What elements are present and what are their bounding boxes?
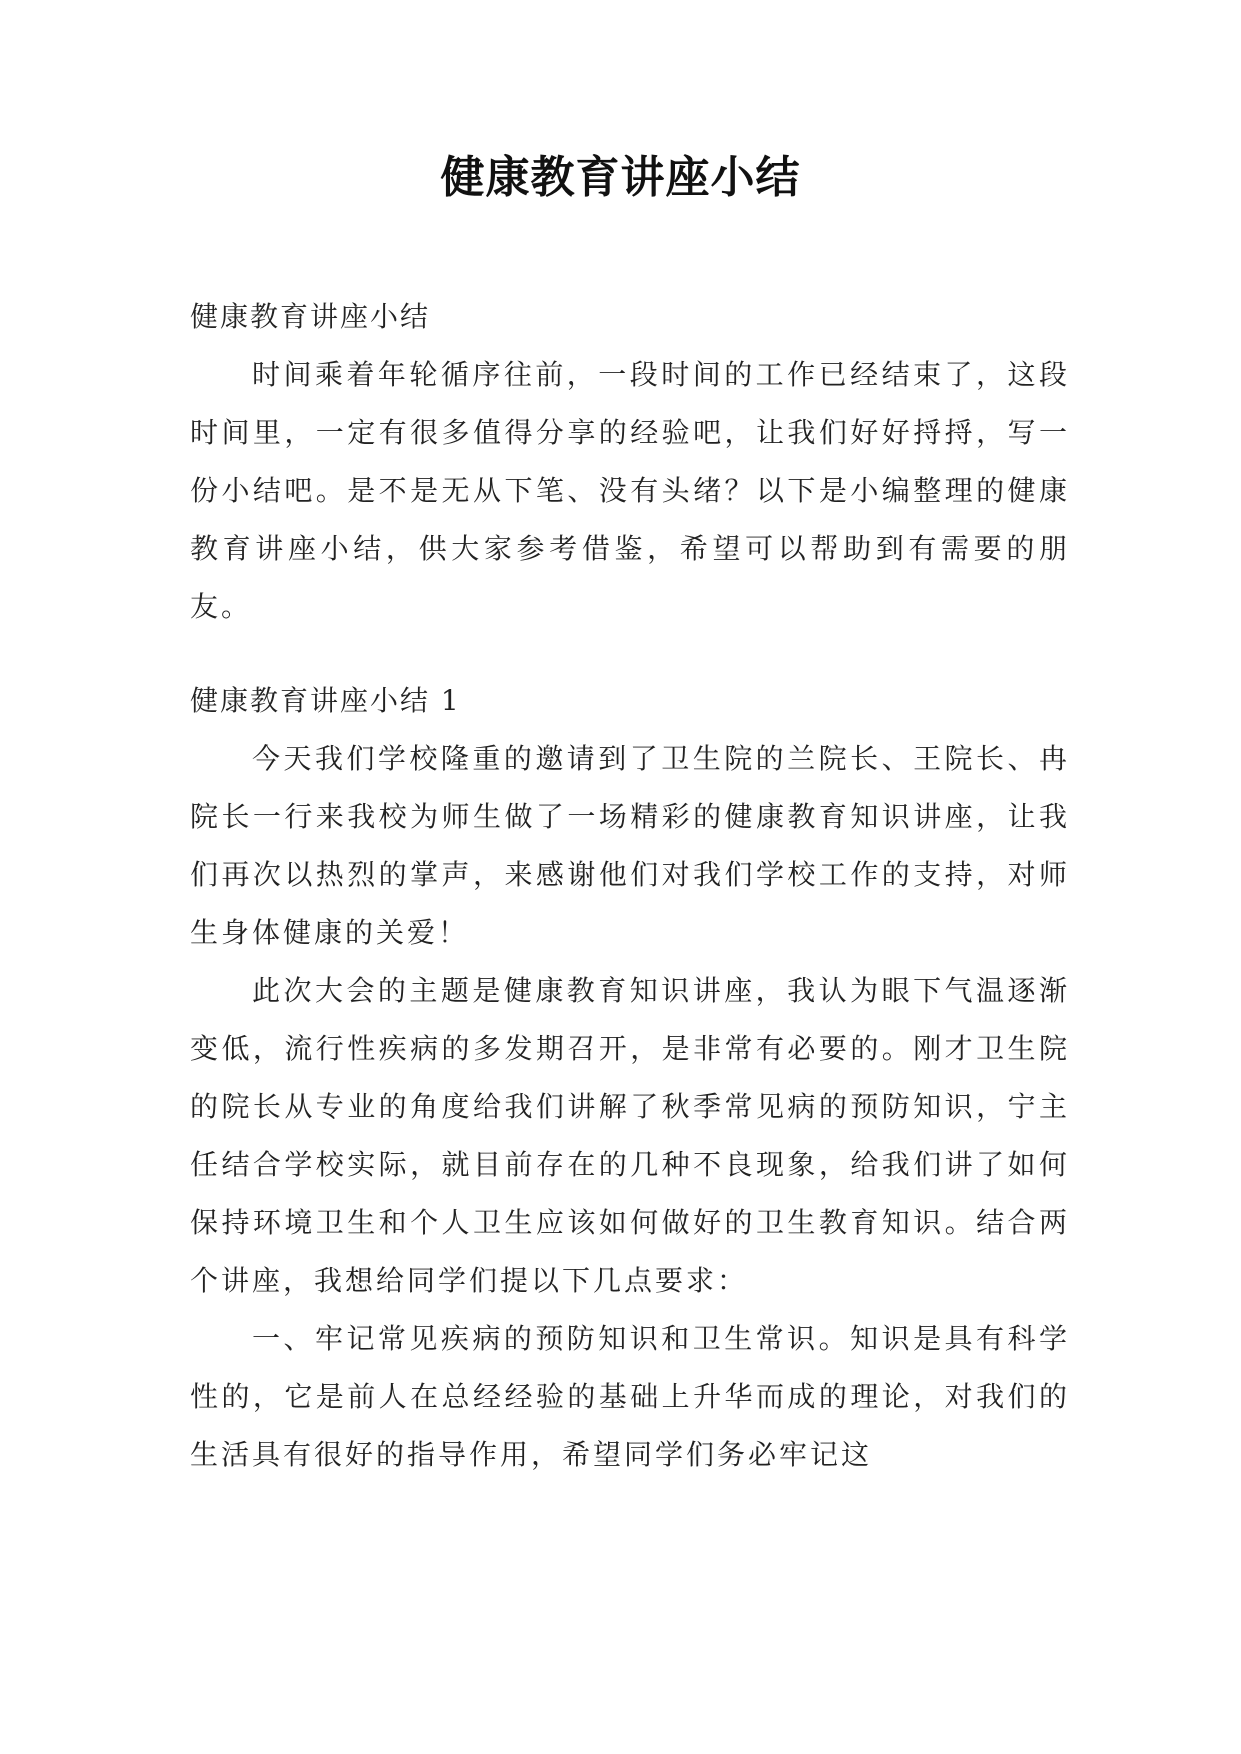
document-body: [190, 288, 1070, 1484]
intro-paragraph: 时间乘着年轮循序往前，一段时间的工作已经结束了，这段时间里，一定有很多值得分享的经验吧，让我们好好捋捋，写一份小结吧。是不是无从下笔、没有头绪？以下是小编整理的健康教育讲座小结，供大家参考借鉴，希望可以帮助到有需要的朋友。: [190, 358, 1070, 623]
section-heading: 健康教育讲座小结 1: [190, 684, 461, 717]
body-paragraph: 一、牢记常见疾病的预防知识和卫生常识。知识是具有科学性的，它是前人在总经经验的基础上升华而成的理论，对我们的生活具有很好的指导作用，希望同学们务必牢记这: [190, 1322, 1070, 1471]
body-paragraph: 今天我们学校隆重的邀请到了卫生院的兰院长、王院长、冉院长一行来我校为师生做了一场精彩的健康教育知识讲座，让我们再次以热烈的掌声，来感谢他们对我们学校工作的支持，对师生身体健康的关爱！: [190, 742, 1070, 949]
document-title: 健康教育讲座小结: [440, 152, 801, 203]
body-paragraph: 此次大会的主题是健康教育知识讲座，我认为眼下气温逐渐变低，流行性疾病的多发期召开，是非常有必要的。刚才卫生院的院长从专业的角度给我们讲解了秋季常见病的预防知识，宁主任结合学校实际，就目前存在的几种不良现象，给我们讲了如何保持环境卫生和个人卫生应该如何做好的卫生教育知识。结合两个讲座，我想给同学们提以下几点要求：: [190, 974, 1070, 1297]
document-subtitle: 健康教育讲座小结: [190, 300, 431, 333]
